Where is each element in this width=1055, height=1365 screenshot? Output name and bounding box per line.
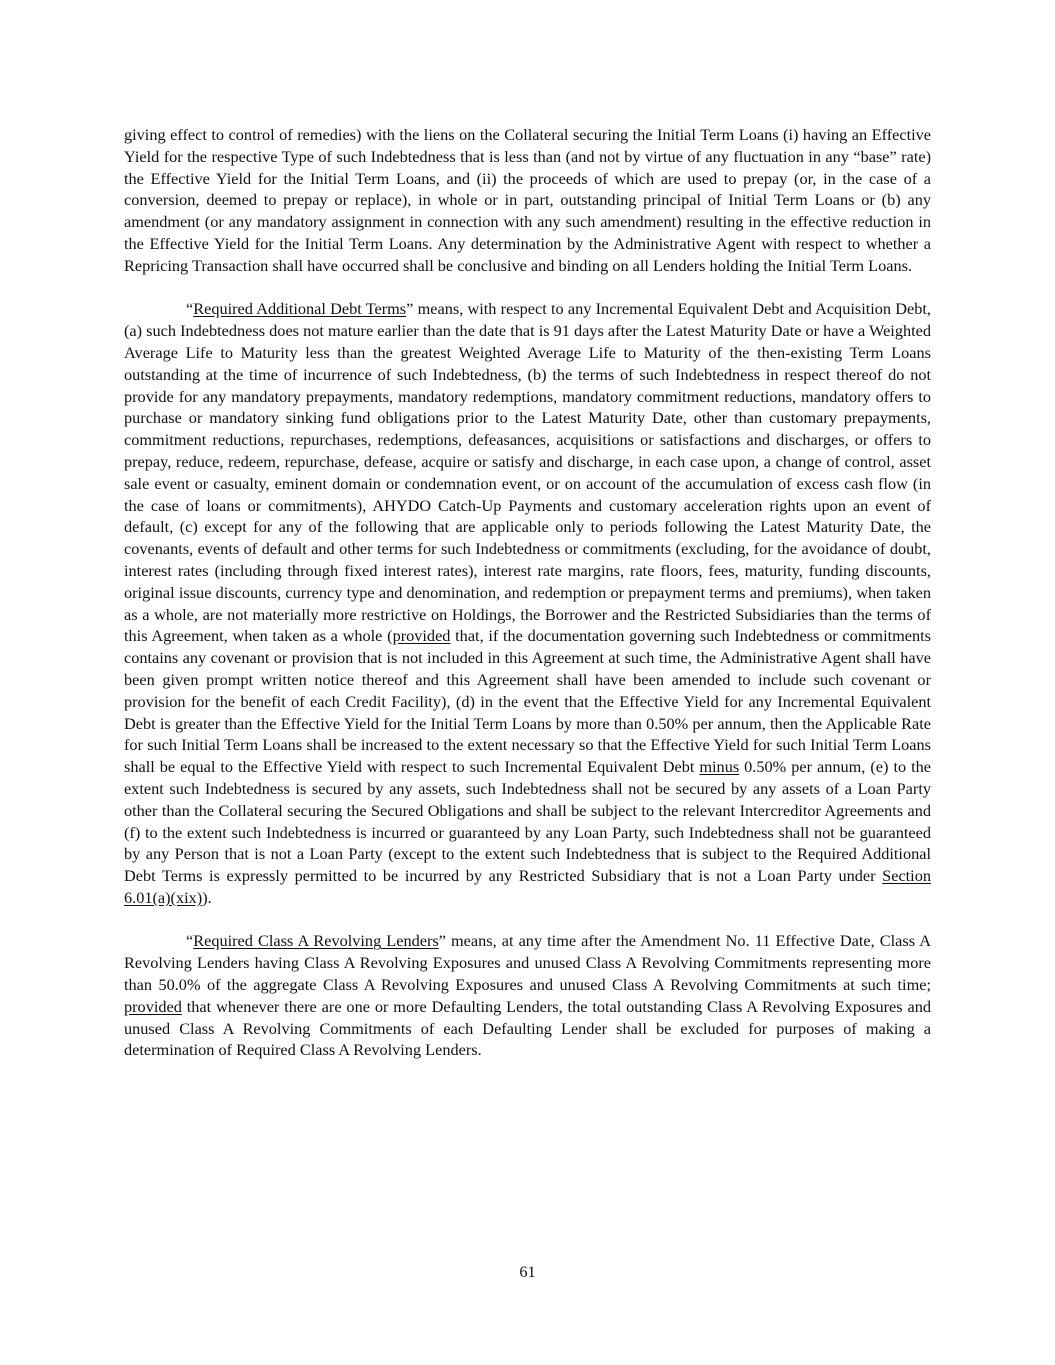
definition-text: ” means, at any time after the Amendment No. 11 Effective Date, Class A Revolving Lenders having Class A Revolving Exposures and unused Class A Revolving Commitments representing more than 50.0% of the aggregate Class A Revolving Exposures and unused Class A Revolving Commitments at such time; [124, 931, 931, 995]
paragraph-repricing-continuation: giving effect to control of remedies) with the liens on the Collateral securing the Initial Term Loans (i) having an Effective Yield for the respective Type of such Indebtedness that is less than (and not by virtue of any fluctuation in any “base” rate) the Effective Yield for the Initial Term Loans, and (ii) the proceeds of which are used to prepay (or, in the case of a conversion, deemed to prepay or replace), in whole or in part, outstanding principal of Initial Term Loans or (b) any amendment (or any mandatory assignment in connection with any such amendment) resulting in the effective reduction in the Effective Yield for the Initial Term Loans. Any determination by the Administrative Agent with respect to whether a Repricing Transaction shall have occurred shall be conclusive and binding on all Lenders holding the Initial Term Loans. [124, 125, 931, 275]
paragraph-required-additional-debt-terms [124, 298, 931, 908]
open-quote: “ [186, 931, 194, 951]
minus-keyword: minus [699, 757, 740, 777]
open-quote: “ [186, 299, 194, 319]
definition-text: that whenever there are one or more Defaulting Lenders, the total outstanding Class A Revolving Exposures and unused Class A Revolving Commitments of each Defaulting Lender shall be excluded for purposes of making a determination of Required Class A Revolving Lenders. [124, 996, 931, 1060]
defined-term: Required Additional Debt Terms [193, 299, 407, 319]
page-number: 61 [519, 1262, 536, 1281]
definition-text: ” means, with respect to any Incremental Equivalent Debt and Acquisition Debt, (a) such Indebtedness does not mature earlier than the date that is 91 days after the Latest Maturity Date or have a Weighted Average Life to Maturity less than the greatest Weighted Average Life to Maturity of the then-existing Term Loans outstanding at the time of incurrence of such Indebtedness, (b) the terms of such Indebtedness in respect thereof do not provide for any mandatory prepayments, mandatory redemptions, mandatory commitment reductions, mandatory offers to purchase or mandatory sinking fund obligations prior to the Latest Maturity Date, other than customary prepayments, commitment reductions, repurchases, redemptions, defeasances, acquisitions or satisfactions and discharges, or offers to prepay, reduce, redeem, repurchase, defease, acquire or satisfy and discharge, in each case upon, a change of control, asset sale event or casualty, eminent domain or condemnation event, or on account of the accumulation of excess cash flow (in the case of loans or commitments), AHYDO Catch-Up Payments and customary acceleration rights upon an event of default, (c) except for any of the following that are applicable only to periods following the Latest Maturity Date, the covenants, events of default and other terms for such Indebtedness or commitments (excluding, for the avoidance of doubt, interest rates (including through fixed interest rates), interest rate margins, rate floors, fees, maturity, funding discounts, original issue discounts, currency type and denomination, and redemption or prepayment terms and premiums), when taken as a whole, are not materially more restrictive on Holdings, the Borrower and the Restricted Subsidiaries than the terms of this Agreement, when taken as a whole ( [124, 299, 931, 646]
provided-keyword: provided [392, 626, 451, 646]
paragraph-required-class-a-revolving-lenders [124, 930, 931, 1061]
defined-term: Required Class A Revolving Lenders [193, 931, 439, 951]
definition-text: that, if the documentation governing such Indebtedness or commitments contains any covenant or provision that is not included in this Agreement at such time, the Administrative Agent shall have been given prompt written notice thereof and this Agreement shall have been amended to include such covenant or provision for the benefit of each Credit Facility), (d) in the event that the Effective Yield for any Incremental Equivalent Debt is greater than the Effective Yield for the Initial Term Loans by more than 0.50% per annum, then the Applicable Rate for such Initial Term Loans shall be increased to the extent necessary so that the Effective Yield for such Initial Term Loans shall be equal to the Effective Yield with respect to such Incremental Equivalent Debt [124, 626, 932, 777]
section-reference: Section 6.01(a)(xix) [124, 866, 931, 907]
definition-text: 0.50% per annum, (e) to the extent such Indebtedness is secured by any assets, such Indebtedness shall not be secured by any assets of a Loan Party other than the Collateral securing the Secured Obligations and shall be subject to the relevant Intercreditor Agreements and (f) to the extent such Indebtedness is incurred or guaranteed by any Loan Party, such Indebtedness shall not be guaranteed by any Person that is not a Loan Party (except to the extent such Indebtedness that is subject to the Required Additional Debt Terms is expressly permitted to be incurred by any Restricted Subsidiary that is not a Loan Party under [124, 757, 931, 886]
provided-keyword: provided [124, 996, 182, 1016]
definition-text: ). [202, 887, 212, 907]
document-body [124, 124, 931, 1083]
